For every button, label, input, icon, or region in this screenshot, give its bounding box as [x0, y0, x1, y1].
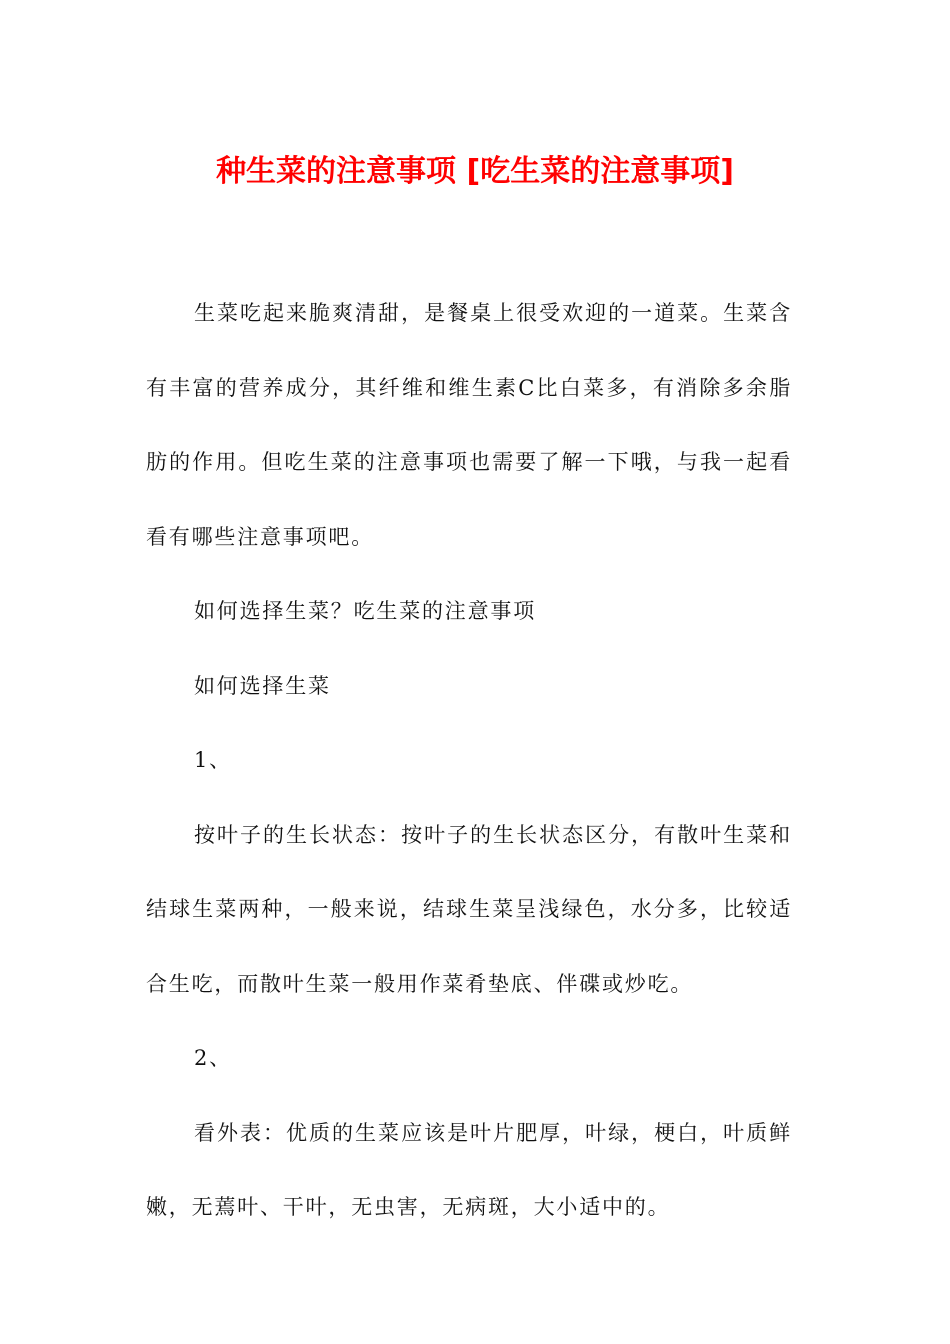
- paragraph-item-1: 按叶子的生长状态：按叶子的生长状态区分，有散叶生菜和结球生菜两种，一般来说，结球生菜呈浅绿色，水分多，比较适合生吃，而散叶生菜一般用作菜肴垫底、伴碟或炒吃。: [146, 822, 792, 996]
- document-body: [146, 276, 792, 1245]
- paragraph-subheading: 如何选择生菜: [194, 673, 331, 698]
- paragraph-item-2: 看外表：优质的生菜应该是叶片肥厚，叶绿，梗白，叶质鲜嫩，无蔫叶、干叶，无虫害，无病斑，大小适中的。: [146, 1120, 792, 1219]
- paragraph-item-number-1: 1、: [194, 748, 232, 772]
- paragraph-intro: 生菜吃起来脆爽清甜，是餐桌上很受欢迎的一道菜。生菜含有丰富的营养成分，其纤维和维生素C比白菜多，有消除多余脂肪的作用。但吃生菜的注意事项也需要了解一下哦，与我一起看看有哪些注意事项吧。: [146, 301, 792, 549]
- paragraph-item-number-2: 2、: [194, 1046, 232, 1070]
- paragraph-section-heading: 如何选择生菜？吃生菜的注意事项: [194, 599, 536, 623]
- document-title: 种生菜的注意事项 [吃生菜的注意事项]: [216, 154, 734, 189]
